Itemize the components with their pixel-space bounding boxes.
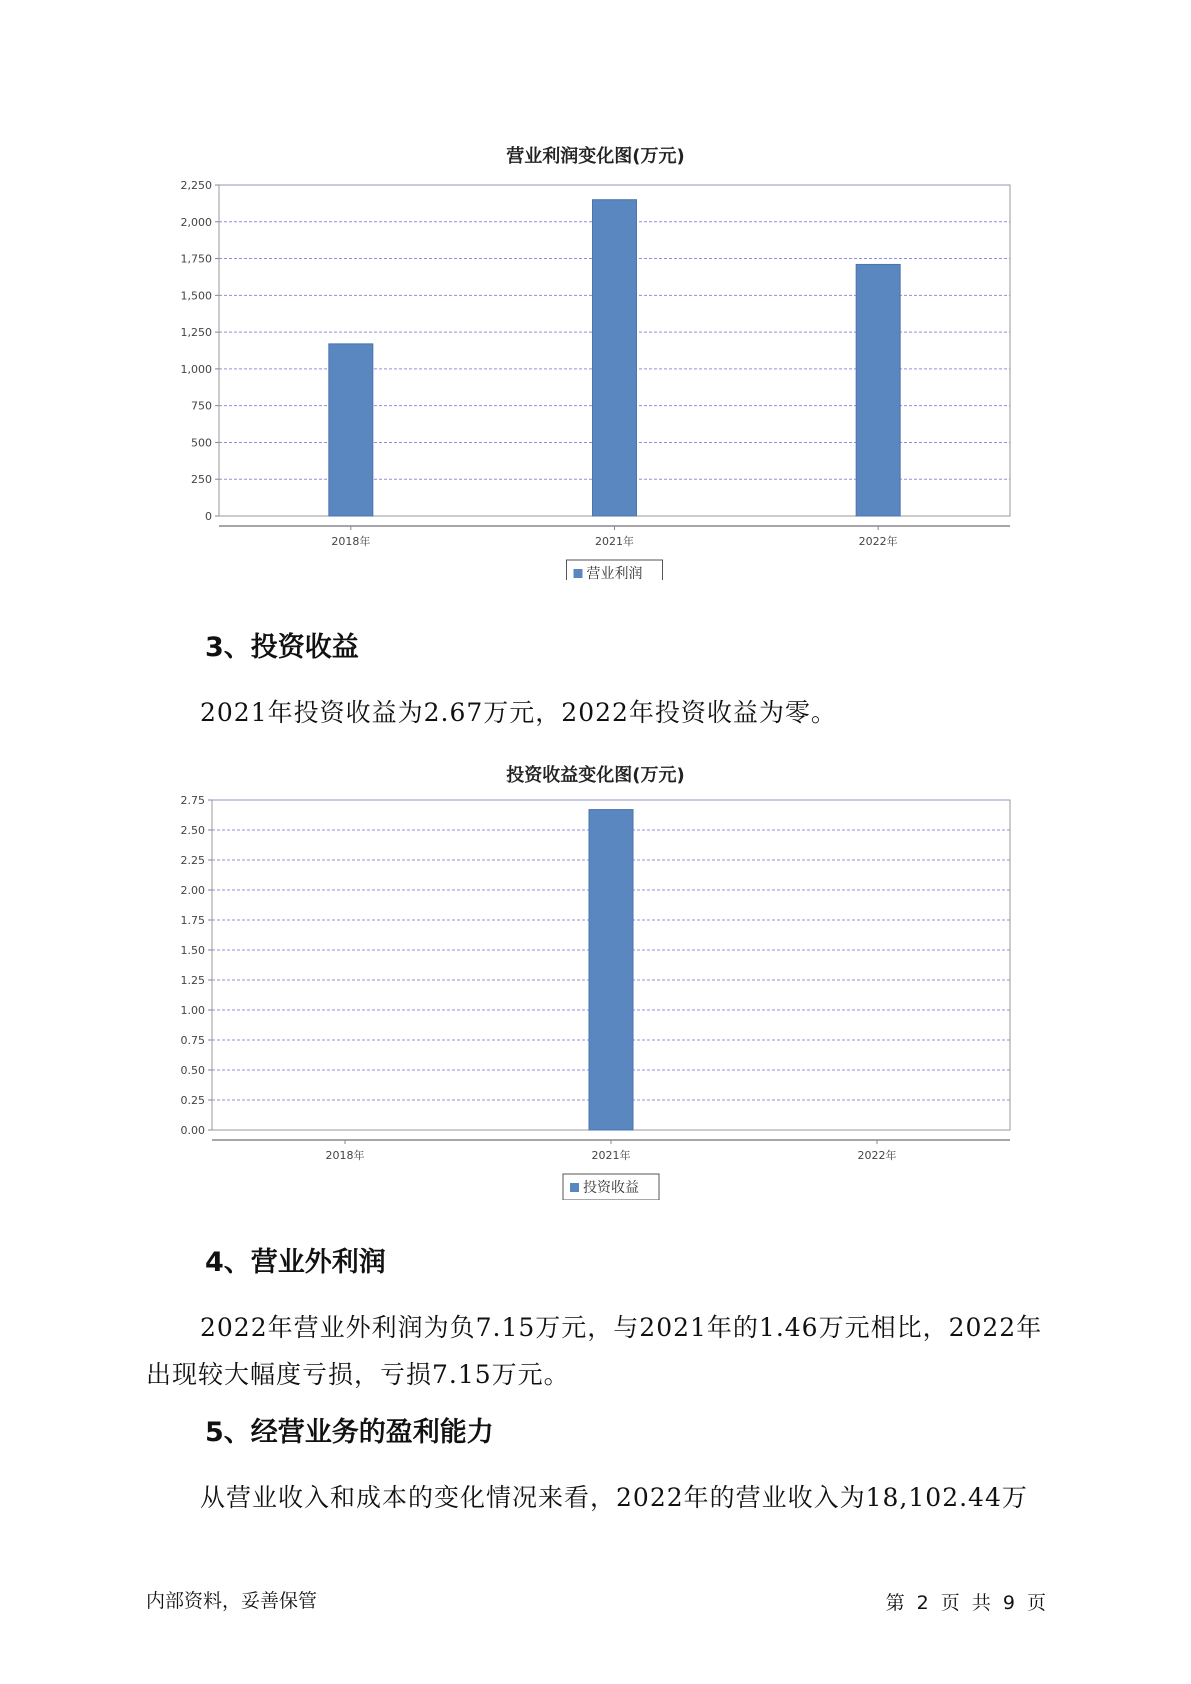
y-tick-label: 2.75 [180, 794, 205, 807]
bar-2018年 [329, 344, 373, 516]
bar-2021年 [589, 810, 633, 1130]
section-5-heading: 5、经营业务的盈利能力 [205, 1417, 494, 1448]
footer-page-number: 第 2 页 共 9 页 [885, 1592, 1046, 1614]
x-tick-label: 2018年 [325, 1149, 365, 1162]
y-tick-label: 0.25 [180, 1094, 205, 1107]
y-tick-label: 1,750 [180, 252, 212, 266]
footer-confidential-note: 内部资料，妥善保管 [146, 1590, 318, 1612]
legend-swatch [574, 569, 583, 578]
y-tick-label: 1,000 [180, 362, 212, 376]
y-tick-label: 0.00 [180, 1124, 205, 1137]
x-tick-label: 2018年 [331, 535, 371, 548]
section-4-paragraph-line1: 2022年营业外利润为负7.15万元，与2021年的1.46万元相比，2022年 [200, 1313, 1043, 1342]
legend-swatch [570, 1183, 579, 1192]
x-tick-label: 2021年 [591, 1149, 631, 1162]
y-tick-label: 2.25 [180, 854, 205, 867]
y-tick-label: 2,250 [180, 179, 212, 192]
section-4-heading: 4、营业外利润 [205, 1247, 386, 1278]
y-tick-label: 1.50 [180, 944, 205, 957]
y-tick-label: 1,500 [180, 289, 212, 303]
y-tick-label: 2.00 [180, 884, 205, 897]
section-3-heading: 3、投资收益 [205, 632, 359, 663]
y-tick-label: 0.50 [180, 1064, 205, 1077]
y-tick-label: 500 [191, 436, 212, 450]
y-tick-label: 2.50 [180, 824, 205, 837]
y-tick-label: 2,000 [180, 215, 212, 229]
y-tick-label: 0.75 [180, 1034, 205, 1047]
bar-2022年 [856, 264, 900, 516]
y-tick-label: 0 [205, 510, 212, 523]
y-tick-label: 1.75 [180, 914, 205, 927]
y-tick-label: 750 [191, 399, 212, 413]
x-tick-label: 2021年 [595, 535, 634, 548]
y-tick-label: 1,250 [180, 326, 212, 340]
chart-title-operating-profit: 营业利润变化图(万元) [506, 146, 685, 167]
legend-label: 营业利润 [586, 566, 643, 580]
operating-profit-chart [0, 160, 1191, 580]
x-tick-label: 2022年 [857, 1149, 897, 1162]
chart-title-investment-income: 投资收益变化图(万元) [506, 765, 685, 786]
chart-legend [563, 1174, 659, 1200]
section-5-paragraph-line1: 从营业收入和成本的变化情况来看，2022年的营业收入为18,102.44万 [200, 1483, 1028, 1512]
investment-income-chart [0, 780, 1191, 1200]
x-tick-label: 2022年 [858, 535, 898, 548]
chart-legend [567, 560, 663, 580]
legend-label: 投资收益 [583, 1180, 639, 1196]
bar-2021年 [593, 200, 637, 516]
section-3-paragraph: 2021年投资收益为2.67万元，2022年投资收益为零。 [200, 698, 837, 727]
y-tick-label: 250 [191, 473, 212, 487]
y-tick-label: 1.25 [180, 974, 205, 987]
section-4-paragraph-line2: 出现较大幅度亏损，亏损7.15万元。 [146, 1360, 570, 1389]
y-tick-label: 1.00 [180, 1004, 205, 1017]
